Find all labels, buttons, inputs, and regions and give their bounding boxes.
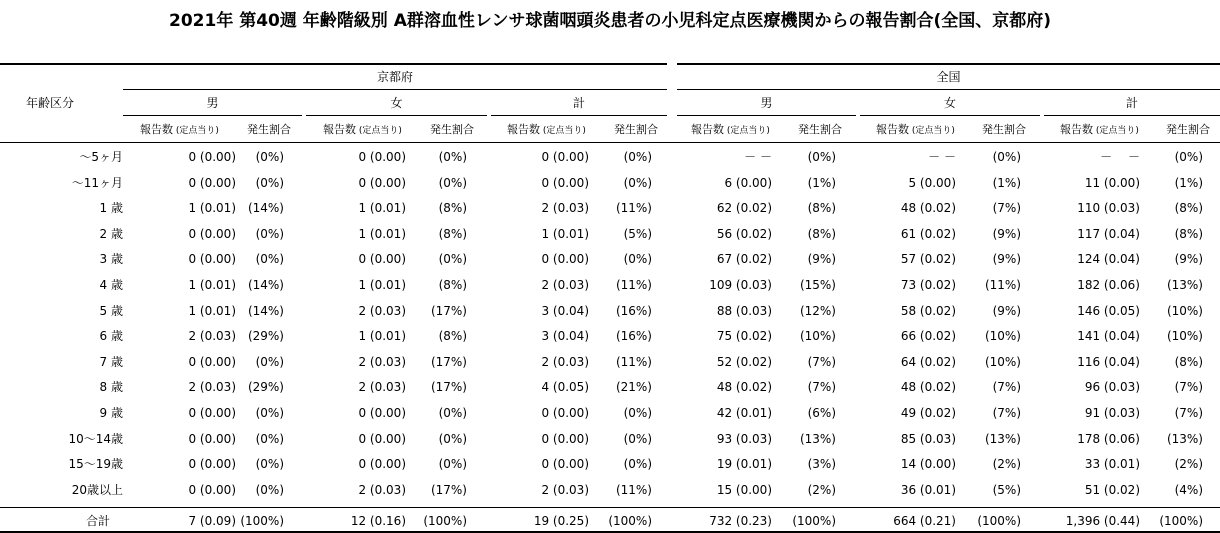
total-rate-cell: (100%) [977,514,1021,528]
count-cell: 1 (0.01) [358,227,406,241]
count-cell: － － [928,150,956,164]
rate-cell: (17%) [430,483,467,497]
rate-cell: (13%) [984,432,1021,446]
age-label: 5 歳 [99,304,123,318]
rate-cell: (0%) [1174,150,1203,164]
rate-cell: (12%) [799,304,836,318]
rate-cell: (0%) [255,406,284,420]
count-cell: 61 (0.02) [900,227,956,241]
count-cell: 62 (0.02) [716,201,772,215]
header-bottom-rule [0,142,1220,143]
rate-cell: (0%) [438,432,467,446]
age-label: 6 歳 [99,329,123,343]
age-label: 20歳以上 [71,483,123,497]
count-cell: 0 (0.00) [541,406,589,420]
count-cell: 1 (0.01) [188,201,236,215]
count-cell: 0 (0.00) [541,252,589,266]
count-cell: 0 (0.00) [188,457,236,471]
count-cell: 1 (0.01) [358,329,406,343]
count-cell: 4 (0.05) [541,380,589,394]
rate-cell: (3%) [807,457,836,471]
count-cell: 51 (0.02) [1084,483,1140,497]
count-cell: 2 (0.03) [188,380,236,394]
count-cell: 116 (0.04) [1077,355,1140,369]
rate-cell: (7%) [1174,406,1203,420]
table-top-rule-right [677,63,1220,65]
rate-cell: (2%) [992,457,1021,471]
count-cell: 0 (0.00) [358,252,406,266]
rate-cell: (11%) [615,278,652,292]
count-subheader [323,123,402,138]
count-cell: 2 (0.03) [188,329,236,343]
age-label: 10～14歳 [68,432,123,446]
rate-cell: (10%) [1166,329,1203,343]
rate-cell: (14%) [247,278,284,292]
per-station-label: (定点当り) [540,126,586,136]
age-label: 7 歳 [99,355,123,369]
count-cell: 33 (0.01) [1084,457,1140,471]
rate-cell: (7%) [992,201,1021,215]
per-station-label: (定点当り) [356,126,402,136]
count-cell: 19 (0.01) [716,457,772,471]
age-label: ～5ヶ月 [79,150,123,164]
rate-cell: (0%) [255,432,284,446]
rate-cell: (6%) [807,406,836,420]
count-cell: 0 (0.00) [358,406,406,420]
count-cell: 0 (0.00) [358,457,406,471]
count-cell: － － [744,150,772,164]
rate-cell: (13%) [799,432,836,446]
rate-subheader: 発生割合 [614,123,658,136]
per-station-label: (定点当り) [909,126,955,136]
count-cell: 1 (0.01) [188,278,236,292]
count-cell: 1 (0.01) [541,227,589,241]
total-count-cell: 1,396 (0.44) [1065,514,1140,528]
count-cell: 5 (0.00) [908,176,956,190]
age-label: 2 歳 [99,227,123,241]
count-cell: 0 (0.00) [188,176,236,190]
age-label: 8 歳 [99,380,123,394]
count-cell: 2 (0.03) [358,483,406,497]
count-cell: 2 (0.03) [541,278,589,292]
sex-rule [677,115,856,116]
total-count-cell: 732 (0.23) [709,514,772,528]
count-subheader [140,123,219,138]
total-rate-cell: (100%) [608,514,652,528]
sex-header: 男 [760,96,773,110]
count-cell: 64 (0.02) [900,355,956,369]
total-rate-cell: (100%) [423,514,467,528]
rate-cell: (7%) [1174,380,1203,394]
total-rate-cell: (100%) [1159,514,1203,528]
rate-cell: (0%) [992,150,1021,164]
rate-cell: (0%) [255,457,284,471]
rate-cell: (29%) [247,380,284,394]
count-subheader [1060,123,1139,138]
rate-cell: (8%) [438,278,467,292]
rate-cell: (7%) [992,380,1021,394]
count-cell: 1 (0.01) [358,201,406,215]
rate-cell: (7%) [807,355,836,369]
sex-rule [306,115,487,116]
rate-cell: (11%) [615,355,652,369]
count-cell: 88 (0.03) [716,304,772,318]
table-top-rule-left [0,63,667,65]
count-cell: 1 (0.01) [188,304,236,318]
count-cell: 66 (0.02) [900,329,956,343]
count-cell: 0 (0.00) [188,432,236,446]
count-cell: 91 (0.03) [1084,406,1140,420]
rate-cell: (0%) [623,457,652,471]
rate-cell: (21%) [615,380,652,394]
sex-header: 女 [390,96,403,110]
count-cell: 0 (0.00) [188,355,236,369]
rate-cell: (9%) [992,252,1021,266]
count-cell: 73 (0.02) [900,278,956,292]
rate-cell: (9%) [992,304,1021,318]
sex-header: 女 [943,96,956,110]
age-label: 1 歳 [99,201,123,215]
rate-cell: (13%) [1166,278,1203,292]
count-cell: 0 (0.00) [541,150,589,164]
count-cell: 58 (0.02) [900,304,956,318]
count-cell: 42 (0.01) [716,406,772,420]
count-cell: 0 (0.00) [541,432,589,446]
count-subheader [691,123,770,138]
region-header: 京都府 [376,70,413,84]
rate-cell: (13%) [1166,432,1203,446]
rate-cell: (8%) [807,227,836,241]
rate-cell: (29%) [247,329,284,343]
count-cell: 15 (0.00) [716,483,772,497]
count-cell: 11 (0.00) [1084,176,1140,190]
count-cell: 141 (0.04) [1077,329,1140,343]
total-count-cell: 12 (0.16) [350,514,406,528]
count-cell: 0 (0.00) [188,227,236,241]
rate-cell: (11%) [615,201,652,215]
total-rate-cell: (100%) [792,514,836,528]
rate-cell: (0%) [438,150,467,164]
count-label: 報告数 [140,123,173,136]
count-cell: 2 (0.03) [541,201,589,215]
count-cell: 96 (0.03) [1084,380,1140,394]
rate-cell: (7%) [992,406,1021,420]
age-label: 15～19歳 [68,457,123,471]
rate-cell: (10%) [799,329,836,343]
rate-cell: (14%) [247,304,284,318]
rate-cell: (8%) [438,201,467,215]
total-count-cell: 664 (0.21) [893,514,956,528]
count-cell: 93 (0.03) [716,432,772,446]
count-cell: 57 (0.02) [900,252,956,266]
rate-cell: (9%) [992,227,1021,241]
rate-cell: (0%) [623,176,652,190]
rate-subheader: 発生割合 [982,123,1026,136]
rate-cell: (0%) [255,227,284,241]
rate-cell: (0%) [255,355,284,369]
count-label: 報告数 [507,123,540,136]
page-title: 2021年 第40週 年齢階級別 A群溶血性レンサ球菌咽頭炎患者の小児科定点医療機関からの報告割合(全国、京都府) [169,11,1051,31]
rate-cell: (14%) [247,201,284,215]
rate-subheader: 発生割合 [1166,123,1210,136]
count-cell: 0 (0.00) [541,457,589,471]
count-cell: 0 (0.00) [358,432,406,446]
per-station-label: (定点当り) [173,126,219,136]
count-cell: 110 (0.03) [1077,201,1140,215]
rate-cell: (17%) [430,380,467,394]
age-label: 9 歳 [99,406,123,420]
rate-cell: (0%) [438,176,467,190]
rate-cell: (9%) [1174,252,1203,266]
rate-cell: (8%) [1174,227,1203,241]
rate-cell: (0%) [255,252,284,266]
count-cell: 0 (0.00) [188,252,236,266]
count-cell: 2 (0.03) [358,304,406,318]
rate-cell: (0%) [623,432,652,446]
rate-cell: (15%) [799,278,836,292]
sex-header: 男 [206,96,219,110]
count-cell: 49 (0.02) [900,406,956,420]
rate-cell: (17%) [430,355,467,369]
total-label: 合計 [85,514,110,528]
rate-cell: (0%) [255,150,284,164]
total-rate-cell: (100%) [240,514,284,528]
rate-cell: (0%) [623,150,652,164]
count-cell: 14 (0.00) [900,457,956,471]
count-cell: 178 (0.06) [1077,432,1140,446]
rate-cell: (8%) [807,201,836,215]
total-top-rule [0,507,1220,508]
count-cell: 36 (0.01) [900,483,956,497]
rate-cell: (0%) [438,252,467,266]
count-cell: 52 (0.02) [716,355,772,369]
rate-cell: (11%) [984,278,1021,292]
count-cell: 3 (0.04) [541,304,589,318]
count-label: 報告数 [323,123,356,136]
count-subheader [876,123,955,138]
rate-subheader: 発生割合 [430,123,474,136]
rate-cell: (1%) [1174,176,1203,190]
count-cell: 0 (0.00) [541,176,589,190]
per-station-label: (定点当り) [1093,126,1139,136]
count-cell: 124 (0.04) [1077,252,1140,266]
count-cell: 0 (0.00) [358,176,406,190]
count-label: 報告数 [1060,123,1093,136]
count-cell: 75 (0.02) [716,329,772,343]
rate-cell: (8%) [438,227,467,241]
count-cell: 48 (0.02) [900,201,956,215]
count-cell: 2 (0.03) [358,355,406,369]
rate-cell: (10%) [984,355,1021,369]
count-cell: 146 (0.05) [1077,304,1140,318]
count-cell: 0 (0.00) [188,483,236,497]
count-cell: 109 (0.03) [709,278,772,292]
rate-cell: (0%) [623,252,652,266]
rate-cell: (9%) [807,252,836,266]
rate-cell: (8%) [438,329,467,343]
rate-cell: (2%) [1174,457,1203,471]
count-cell: 85 (0.03) [900,432,956,446]
rate-cell: (10%) [984,329,1021,343]
sex-rule [860,115,1040,116]
rate-cell: (0%) [438,406,467,420]
rate-cell: (11%) [615,483,652,497]
rate-cell: (1%) [807,176,836,190]
region-rule-right [677,89,1220,90]
sex-rule [491,115,667,116]
rate-cell: (0%) [255,176,284,190]
count-cell: 117 (0.04) [1077,227,1140,241]
rate-cell: (16%) [615,304,652,318]
rate-cell: (0%) [623,406,652,420]
rate-cell: (16%) [615,329,652,343]
age-label: 3 歳 [99,252,123,266]
count-cell: 2 (0.03) [541,355,589,369]
total-count-cell: 7 (0.09) [188,514,236,528]
rate-cell: (1%) [992,176,1021,190]
count-label: 報告数 [691,123,724,136]
count-cell: 2 (0.03) [541,483,589,497]
rate-cell: (0%) [255,483,284,497]
total-count-cell: 19 (0.25) [533,514,589,528]
sex-header: 計 [1125,96,1138,110]
rate-cell: (4%) [1174,483,1203,497]
count-cell: 48 (0.02) [900,380,956,394]
count-cell: 67 (0.02) [716,252,772,266]
sex-rule [1044,115,1220,116]
count-cell: 2 (0.03) [358,380,406,394]
rate-cell: (5%) [992,483,1021,497]
rate-cell: (17%) [430,304,467,318]
count-cell: 48 (0.02) [716,380,772,394]
rate-cell: (2%) [807,483,836,497]
rate-cell: (0%) [807,150,836,164]
count-cell: － － [1100,150,1140,164]
count-cell: 3 (0.04) [541,329,589,343]
rate-cell: (8%) [1174,201,1203,215]
rate-subheader: 発生割合 [247,123,291,136]
count-cell: 6 (0.00) [724,176,772,190]
count-cell: 0 (0.00) [188,406,236,420]
sex-header: 計 [572,96,585,110]
rate-cell: (7%) [807,380,836,394]
count-cell: 182 (0.06) [1077,278,1140,292]
region-rule-left [123,89,667,90]
per-station-label: (定点当り) [724,126,770,136]
count-subheader [507,123,586,138]
rate-cell: (0%) [438,457,467,471]
count-cell: 56 (0.02) [716,227,772,241]
region-header: 全国 [936,70,961,84]
rate-cell: (10%) [1166,304,1203,318]
count-cell: 1 (0.01) [358,278,406,292]
age-column-header: 年齢区分 [25,96,74,110]
age-label: 4 歳 [99,278,123,292]
sex-rule [123,115,302,116]
rate-subheader: 発生割合 [798,123,842,136]
age-label: ～11ヶ月 [71,176,123,190]
rate-cell: (8%) [1174,355,1203,369]
count-cell: 0 (0.00) [188,150,236,164]
rate-cell: (5%) [623,227,652,241]
count-cell: 0 (0.00) [358,150,406,164]
count-label: 報告数 [876,123,909,136]
